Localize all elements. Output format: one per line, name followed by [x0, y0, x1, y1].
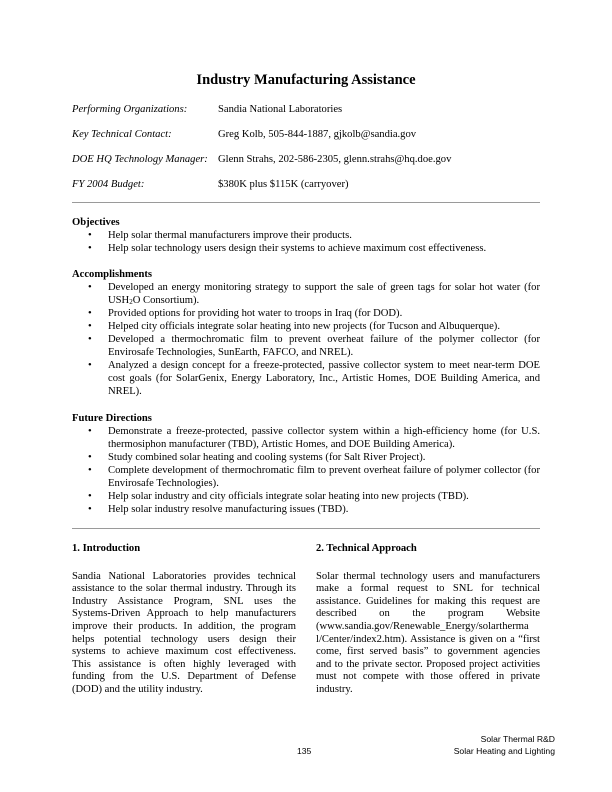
list-item: • Analyzed a design concept for a freeze-protected, passive collector system to meet near-term DOE cost goals (for SolarGenix, Energy Laboratory, Inc., Artistic Homes, DOE Building America, and NREL).	[88, 360, 540, 397]
bullet-icon: •	[88, 504, 92, 515]
section-heading: Objectives	[72, 217, 120, 228]
accomplishments-section	[72, 268, 540, 398]
program-website-link[interactable]: (www.sandia.gov/Renewable_Energy/solartherma l/Center/index2.htm).	[316, 620, 529, 645]
bullet-icon: •	[88, 282, 92, 293]
meta-value: $380K plus $115K (carryover)	[218, 179, 349, 190]
future-directions-list	[72, 425, 540, 516]
list-item: • Helped city officials integrate solar heating into new projects (for Tucson and Albuquerque).	[88, 321, 500, 332]
bullet-icon: •	[88, 465, 92, 476]
footer-section-label	[454, 734, 555, 757]
accomplishments-list	[72, 281, 540, 398]
introduction-body: Sandia National Laboratories provides technical assistance to the solar thermal industry. Through its Industry Assistance Program, SNL uses the Systems-Driven Approach to help manufacturers improve their products. In addition, the program helps potential technology users design their systems to achieve maximum cost effectiveness. This assistance is often highly leveraged with funding from the U.S. Department of Defense (DOD) and the utility industry.	[72, 570, 296, 695]
divider-rule	[72, 202, 540, 203]
page-number: 135	[297, 746, 312, 756]
list-item: • Help solar technology users design their systems to achieve maximum cost effectiveness.	[88, 243, 487, 254]
meta-label: DOE HQ Technology Manager:	[72, 154, 208, 165]
list-item: • Study combined solar heating and cooling systems (for Salt River Project).	[88, 452, 426, 463]
list-item: • Help solar thermal manufacturers improve their products.	[88, 230, 352, 241]
section-heading: Accomplishments	[72, 269, 153, 280]
meta-label: Performing Organizations:	[72, 104, 188, 115]
technical-approach-column	[316, 543, 540, 697]
bullet-icon: •	[88, 308, 92, 319]
divider-rule	[72, 528, 540, 529]
meta-value: Glenn Strahs, 202-586-2305, glenn.strahs@hq.doe.gov	[218, 154, 452, 165]
meta-value: Greg Kolb, 505-844-1887, gjkolb@sandia.gov	[218, 129, 417, 140]
section-heading: 1. Introduction	[72, 543, 141, 554]
section-heading: Future Directions	[72, 413, 152, 424]
meta-key-technical-contact	[72, 129, 416, 140]
bullet-icon: •	[88, 360, 92, 371]
meta-fy2004-budget	[72, 179, 349, 190]
meta-doe-hq-technology-manager	[72, 154, 451, 165]
technical-approach-body: Solar thermal technology users and manufacturers make a formal request to SNL for technical assistance. Guidelines for making this request are described on the program Website (www.sandia.gov/Renewable_Energy/solartherma l/Center/index2.htm). Assistance is given on a “first come, first served basis” to government agencies and to the private sector. Proposed project activities must not compete with those offered in private industry.	[316, 570, 540, 695]
objectives-list	[72, 229, 540, 255]
list-item: • Developed an energy monitoring strategy to support the sale of green tags for solar hot water (for $USH_2O$ Consortium).	[88, 282, 540, 306]
list-item: • Demonstrate a freeze-protected, passive collector system within a high-efficiency home (for U.S. thermosiphon manufacturer (TBD), Artistic Homes, and DOE Building America).	[88, 426, 540, 450]
objectives-section	[72, 216, 540, 255]
bullet-icon: •	[88, 491, 92, 502]
future-directions-section	[72, 412, 540, 516]
introduction-column	[72, 543, 296, 697]
bullet-icon: •	[88, 321, 92, 332]
bullet-icon: •	[88, 426, 92, 437]
meta-performing-organizations	[72, 104, 342, 115]
list-item: • Developed a thermochromatic film to prevent overheat failure of the polymer collector (for Envirosafe Technologies, SunEarth, FAFCO, and NREL).	[88, 334, 540, 358]
list-item: • Complete development of thermochromatic film to prevent overheat failure of polymer collector (for Envirosafe Technologies).	[88, 465, 540, 489]
meta-value: Sandia National Laboratories	[218, 104, 343, 115]
list-item: • Help solar industry resolve manufacturing issues (TBD).	[88, 504, 349, 515]
meta-label: Key Technical Contact:	[72, 129, 172, 140]
bullet-icon: •	[88, 452, 92, 463]
meta-label: FY 2004 Budget:	[72, 179, 145, 190]
page-title: Industry Manufacturing Assistance	[196, 72, 416, 88]
list-item: • Help solar industry and city officials integrate solar heating into new projects (TBD).	[88, 491, 469, 502]
section-heading: 2. Technical Approach	[316, 543, 417, 554]
list-item: • Provided options for providing hot water to troops in Iraq (for DOD).	[88, 308, 403, 319]
bullet-icon: •	[88, 243, 92, 254]
bullet-icon: •	[88, 230, 92, 241]
footer-line-1: Solar Thermal R&D	[480, 734, 555, 744]
footer-line-2: Solar Heating and Lighting	[453, 745, 555, 756]
bullet-icon: •	[88, 334, 92, 345]
